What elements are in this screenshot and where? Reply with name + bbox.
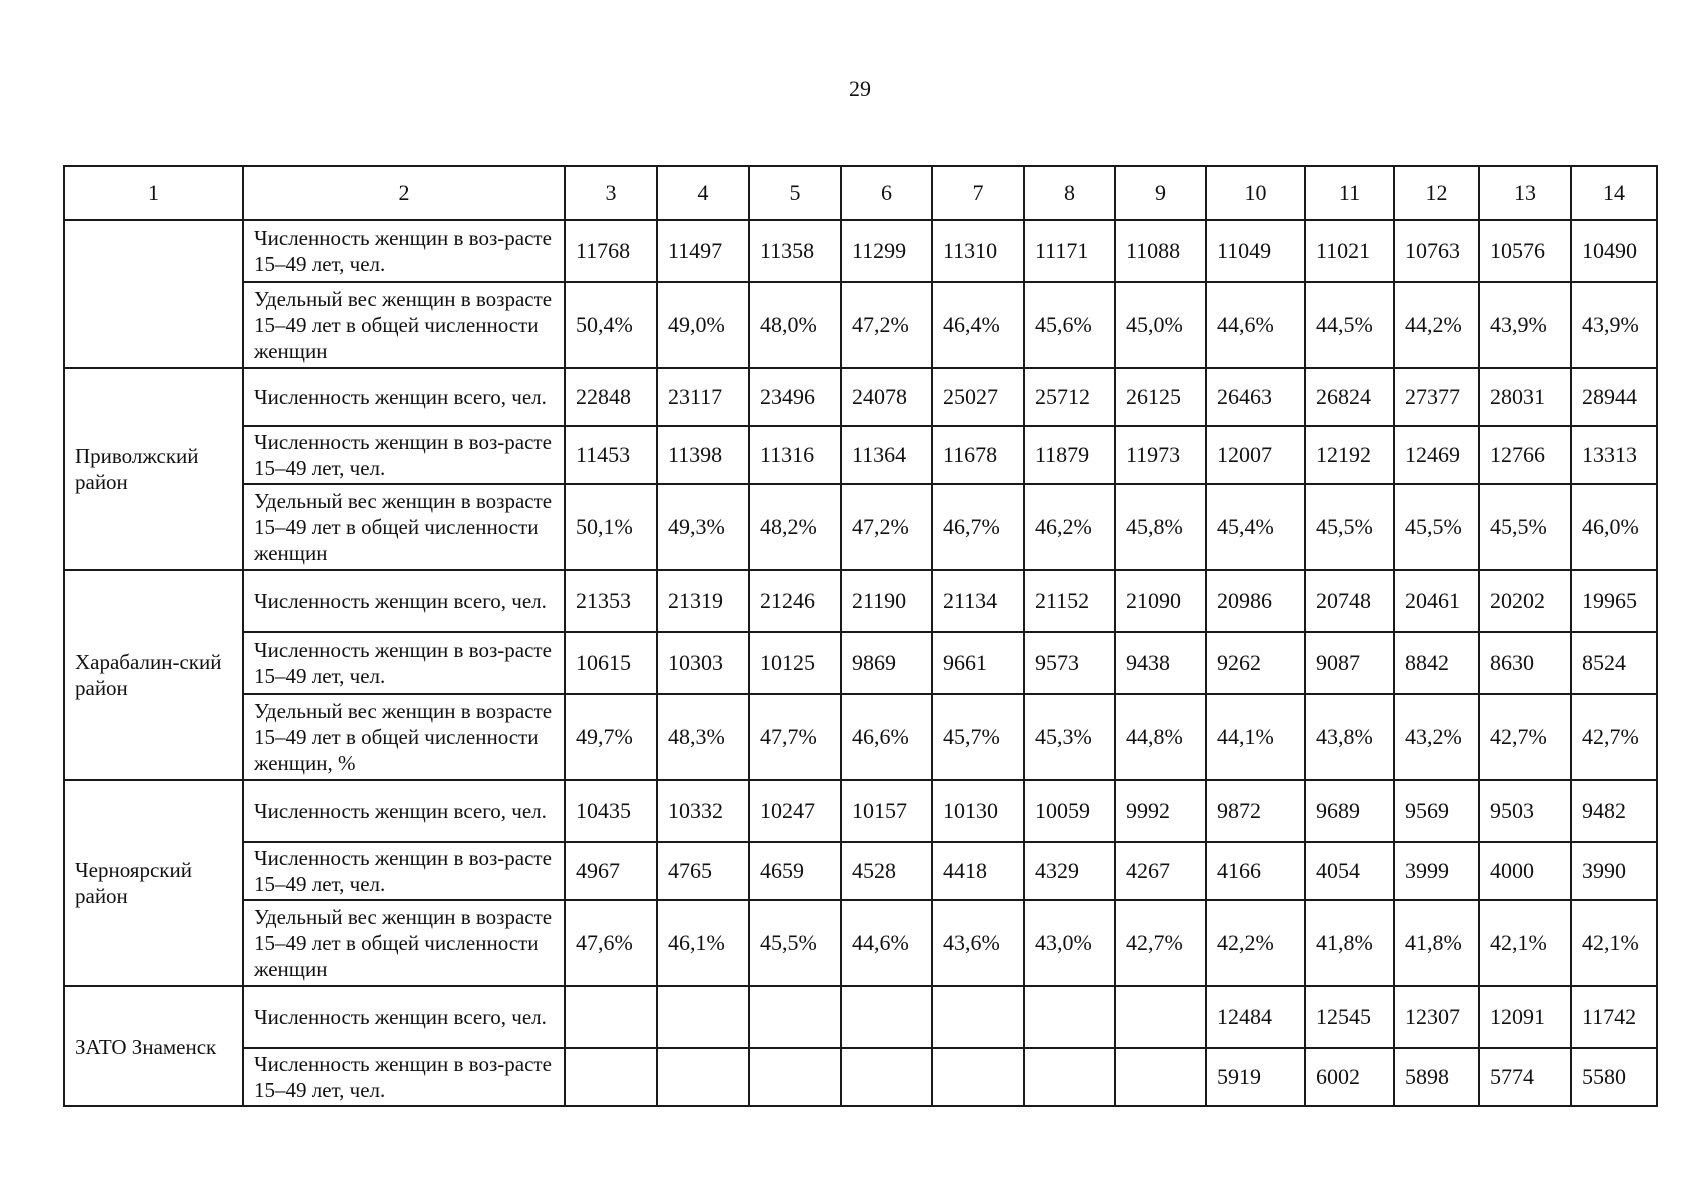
value-cell: 22848 xyxy=(565,368,657,426)
column-header: 6 xyxy=(841,166,932,220)
indicator-cell: Численность женщин всего, чел. xyxy=(243,780,565,842)
value-cell: 21152 xyxy=(1024,570,1115,632)
value-cell: 12766 xyxy=(1479,426,1571,484)
value-cell: 12469 xyxy=(1394,426,1479,484)
value-cell: 45,5% xyxy=(1394,484,1479,570)
value-cell: 11049 xyxy=(1206,220,1305,282)
value-cell: 12307 xyxy=(1394,986,1479,1048)
value-cell: 11497 xyxy=(657,220,749,282)
value-cell: 49,7% xyxy=(565,694,657,780)
value-cell: 46,6% xyxy=(841,694,932,780)
value-cell: 42,7% xyxy=(1115,900,1206,986)
value-cell: 43,0% xyxy=(1024,900,1115,986)
region-cell xyxy=(64,220,243,368)
value-cell: 11310 xyxy=(932,220,1024,282)
table-row xyxy=(64,900,1657,986)
value-cell: 42,7% xyxy=(1571,694,1657,780)
value-cell: 46,1% xyxy=(657,900,749,986)
value-cell: 4967 xyxy=(565,842,657,900)
value-cell: 42,7% xyxy=(1479,694,1571,780)
value-cell: 10059 xyxy=(1024,780,1115,842)
value-cell: 20461 xyxy=(1394,570,1479,632)
table-row xyxy=(64,1048,1657,1106)
column-header: 14 xyxy=(1571,166,1657,220)
value-cell: 8524 xyxy=(1571,632,1657,694)
table-row xyxy=(64,220,1657,282)
value-cell: 48,0% xyxy=(749,282,841,368)
column-header: 10 xyxy=(1206,166,1305,220)
table-row xyxy=(64,368,1657,426)
value-cell: 49,0% xyxy=(657,282,749,368)
value-cell: 5898 xyxy=(1394,1048,1479,1106)
value-cell: 50,4% xyxy=(565,282,657,368)
indicator-cell: Численность женщин в воз-расте 15–49 лет, чел. xyxy=(243,632,565,694)
value-cell: 43,6% xyxy=(932,900,1024,986)
value-cell: 45,7% xyxy=(932,694,1024,780)
value-cell: 44,2% xyxy=(1394,282,1479,368)
value-cell: 43,9% xyxy=(1571,282,1657,368)
table-row xyxy=(64,426,1657,484)
value-cell: 4659 xyxy=(749,842,841,900)
indicator-cell: Численность женщин всего, чел. xyxy=(243,986,565,1048)
value-cell xyxy=(932,1048,1024,1106)
value-cell: 24078 xyxy=(841,368,932,426)
value-cell: 45,5% xyxy=(1479,484,1571,570)
value-cell: 44,1% xyxy=(1206,694,1305,780)
value-cell: 11171 xyxy=(1024,220,1115,282)
value-cell: 19965 xyxy=(1571,570,1657,632)
column-header: 2 xyxy=(243,166,565,220)
value-cell: 46,0% xyxy=(1571,484,1657,570)
value-cell: 46,4% xyxy=(932,282,1024,368)
value-cell: 4418 xyxy=(932,842,1024,900)
value-cell: 9872 xyxy=(1206,780,1305,842)
value-cell: 5919 xyxy=(1206,1048,1305,1106)
value-cell: 20748 xyxy=(1305,570,1394,632)
value-cell: 28944 xyxy=(1571,368,1657,426)
value-cell: 50,1% xyxy=(565,484,657,570)
value-cell: 26463 xyxy=(1206,368,1305,426)
value-cell: 46,2% xyxy=(1024,484,1115,570)
region-cell: ЗАТО Знаменск xyxy=(64,986,243,1106)
value-cell: 11316 xyxy=(749,426,841,484)
column-header: 7 xyxy=(932,166,1024,220)
value-cell: 9992 xyxy=(1115,780,1206,842)
column-header: 3 xyxy=(565,166,657,220)
column-header: 9 xyxy=(1115,166,1206,220)
value-cell: 20986 xyxy=(1206,570,1305,632)
value-cell: 42,2% xyxy=(1206,900,1305,986)
value-cell: 11879 xyxy=(1024,426,1115,484)
value-cell: 45,4% xyxy=(1206,484,1305,570)
value-cell: 48,2% xyxy=(749,484,841,570)
value-cell: 11299 xyxy=(841,220,932,282)
value-cell: 8842 xyxy=(1394,632,1479,694)
indicator-cell: Удельный вес женщин в возрасте 15–49 лет в общей численности женщин, % xyxy=(243,694,565,780)
value-cell: 45,5% xyxy=(749,900,841,986)
column-header: 13 xyxy=(1479,166,1571,220)
value-cell: 41,8% xyxy=(1305,900,1394,986)
value-cell: 45,3% xyxy=(1024,694,1115,780)
value-cell: 9869 xyxy=(841,632,932,694)
indicator-cell: Численность женщин в воз-расте 15–49 лет, чел. xyxy=(243,1048,565,1106)
column-header: 8 xyxy=(1024,166,1115,220)
value-cell: 4765 xyxy=(657,842,749,900)
value-cell: 3990 xyxy=(1571,842,1657,900)
value-cell: 4000 xyxy=(1479,842,1571,900)
value-cell: 41,8% xyxy=(1394,900,1479,986)
value-cell: 47,2% xyxy=(841,282,932,368)
value-cell: 9262 xyxy=(1206,632,1305,694)
value-cell: 4166 xyxy=(1206,842,1305,900)
value-cell: 4528 xyxy=(841,842,932,900)
value-cell: 12007 xyxy=(1206,426,1305,484)
value-cell: 26125 xyxy=(1115,368,1206,426)
value-cell: 44,5% xyxy=(1305,282,1394,368)
value-cell: 21190 xyxy=(841,570,932,632)
value-cell: 44,6% xyxy=(841,900,932,986)
value-cell: 11742 xyxy=(1571,986,1657,1048)
value-cell: 45,6% xyxy=(1024,282,1115,368)
value-cell: 47,2% xyxy=(841,484,932,570)
indicator-cell: Удельный вес женщин в возрасте 15–49 лет в общей численности женщин xyxy=(243,900,565,986)
table-row xyxy=(64,282,1657,368)
value-cell: 28031 xyxy=(1479,368,1571,426)
column-header: 5 xyxy=(749,166,841,220)
indicator-cell: Численность женщин в воз-расте 15–49 лет, чел. xyxy=(243,842,565,900)
value-cell: 9661 xyxy=(932,632,1024,694)
value-cell: 23496 xyxy=(749,368,841,426)
value-cell: 11088 xyxy=(1115,220,1206,282)
value-cell: 10490 xyxy=(1571,220,1657,282)
value-cell: 9438 xyxy=(1115,632,1206,694)
table-row xyxy=(64,632,1657,694)
value-cell: 45,0% xyxy=(1115,282,1206,368)
indicator-cell: Численность женщин в воз-расте 15–49 лет, чел. xyxy=(243,426,565,484)
value-cell: 44,8% xyxy=(1115,694,1206,780)
value-cell: 42,1% xyxy=(1479,900,1571,986)
region-cell: Черноярский район xyxy=(64,780,243,986)
value-cell: 9573 xyxy=(1024,632,1115,694)
page-number: 29 xyxy=(849,76,871,101)
header-row xyxy=(64,166,1657,220)
value-cell: 47,7% xyxy=(749,694,841,780)
value-cell: 12091 xyxy=(1479,986,1571,1048)
value-cell: 21090 xyxy=(1115,570,1206,632)
value-cell xyxy=(565,986,657,1048)
value-cell: 45,8% xyxy=(1115,484,1206,570)
value-cell: 48,3% xyxy=(657,694,749,780)
column-header: 1 xyxy=(64,166,243,220)
value-cell: 6002 xyxy=(1305,1048,1394,1106)
value-cell: 10303 xyxy=(657,632,749,694)
value-cell: 21353 xyxy=(565,570,657,632)
value-cell xyxy=(657,1048,749,1106)
value-cell: 26824 xyxy=(1305,368,1394,426)
value-cell xyxy=(565,1048,657,1106)
value-cell xyxy=(749,1048,841,1106)
value-cell: 25712 xyxy=(1024,368,1115,426)
column-header: 12 xyxy=(1394,166,1479,220)
value-cell: 10125 xyxy=(749,632,841,694)
value-cell: 11398 xyxy=(657,426,749,484)
value-cell xyxy=(1115,1048,1206,1106)
value-cell xyxy=(932,986,1024,1048)
value-cell: 10763 xyxy=(1394,220,1479,282)
table-body xyxy=(64,220,1657,1106)
value-cell: 20202 xyxy=(1479,570,1571,632)
value-cell: 12192 xyxy=(1305,426,1394,484)
value-cell xyxy=(1024,1048,1115,1106)
value-cell: 5580 xyxy=(1571,1048,1657,1106)
value-cell: 4054 xyxy=(1305,842,1394,900)
value-cell: 46,7% xyxy=(932,484,1024,570)
value-cell: 11453 xyxy=(565,426,657,484)
column-header: 4 xyxy=(657,166,749,220)
value-cell xyxy=(657,986,749,1048)
value-cell: 3999 xyxy=(1394,842,1479,900)
value-cell: 10435 xyxy=(565,780,657,842)
value-cell: 11364 xyxy=(841,426,932,484)
indicator-cell: Численность женщин всего, чел. xyxy=(243,570,565,632)
value-cell: 5774 xyxy=(1479,1048,1571,1106)
value-cell: 10576 xyxy=(1479,220,1571,282)
value-cell: 12545 xyxy=(1305,986,1394,1048)
value-cell: 9503 xyxy=(1479,780,1571,842)
statistics-table xyxy=(63,165,1658,1107)
value-cell: 21134 xyxy=(932,570,1024,632)
value-cell: 27377 xyxy=(1394,368,1479,426)
value-cell xyxy=(1115,986,1206,1048)
table-row xyxy=(64,780,1657,842)
value-cell: 9689 xyxy=(1305,780,1394,842)
value-cell: 9087 xyxy=(1305,632,1394,694)
value-cell: 10130 xyxy=(932,780,1024,842)
value-cell: 23117 xyxy=(657,368,749,426)
value-cell: 4329 xyxy=(1024,842,1115,900)
value-cell: 11973 xyxy=(1115,426,1206,484)
value-cell: 47,6% xyxy=(565,900,657,986)
table-row xyxy=(64,986,1657,1048)
indicator-cell: Численность женщин в воз-расте 15–49 лет, чел. xyxy=(243,220,565,282)
value-cell: 9569 xyxy=(1394,780,1479,842)
value-cell: 11358 xyxy=(749,220,841,282)
region-cell: Приволжский район xyxy=(64,368,243,570)
value-cell: 9482 xyxy=(1571,780,1657,842)
value-cell: 11021 xyxy=(1305,220,1394,282)
indicator-cell: Удельный вес женщин в возрасте 15–49 лет в общей численности женщин xyxy=(243,484,565,570)
value-cell: 4267 xyxy=(1115,842,1206,900)
value-cell: 25027 xyxy=(932,368,1024,426)
table-row xyxy=(64,570,1657,632)
value-cell: 13313 xyxy=(1571,426,1657,484)
value-cell xyxy=(749,986,841,1048)
table-row xyxy=(64,484,1657,570)
value-cell: 10157 xyxy=(841,780,932,842)
value-cell: 49,3% xyxy=(657,484,749,570)
value-cell: 43,8% xyxy=(1305,694,1394,780)
value-cell: 10247 xyxy=(749,780,841,842)
value-cell: 12484 xyxy=(1206,986,1305,1048)
indicator-cell: Численность женщин всего, чел. xyxy=(243,368,565,426)
value-cell: 21246 xyxy=(749,570,841,632)
value-cell: 42,1% xyxy=(1571,900,1657,986)
value-cell: 10332 xyxy=(657,780,749,842)
value-cell: 11768 xyxy=(565,220,657,282)
table-row xyxy=(64,842,1657,900)
value-cell xyxy=(841,986,932,1048)
value-cell: 44,6% xyxy=(1206,282,1305,368)
table-row xyxy=(64,694,1657,780)
value-cell: 45,5% xyxy=(1305,484,1394,570)
value-cell: 8630 xyxy=(1479,632,1571,694)
column-header: 11 xyxy=(1305,166,1394,220)
value-cell: 10615 xyxy=(565,632,657,694)
region-cell: Харабалин-ский район xyxy=(64,570,243,780)
indicator-cell: Удельный вес женщин в возрасте 15–49 лет в общей численности женщин xyxy=(243,282,565,368)
value-cell: 21319 xyxy=(657,570,749,632)
value-cell: 11678 xyxy=(932,426,1024,484)
value-cell xyxy=(1024,986,1115,1048)
value-cell: 43,9% xyxy=(1479,282,1571,368)
value-cell xyxy=(841,1048,932,1106)
value-cell: 43,2% xyxy=(1394,694,1479,780)
